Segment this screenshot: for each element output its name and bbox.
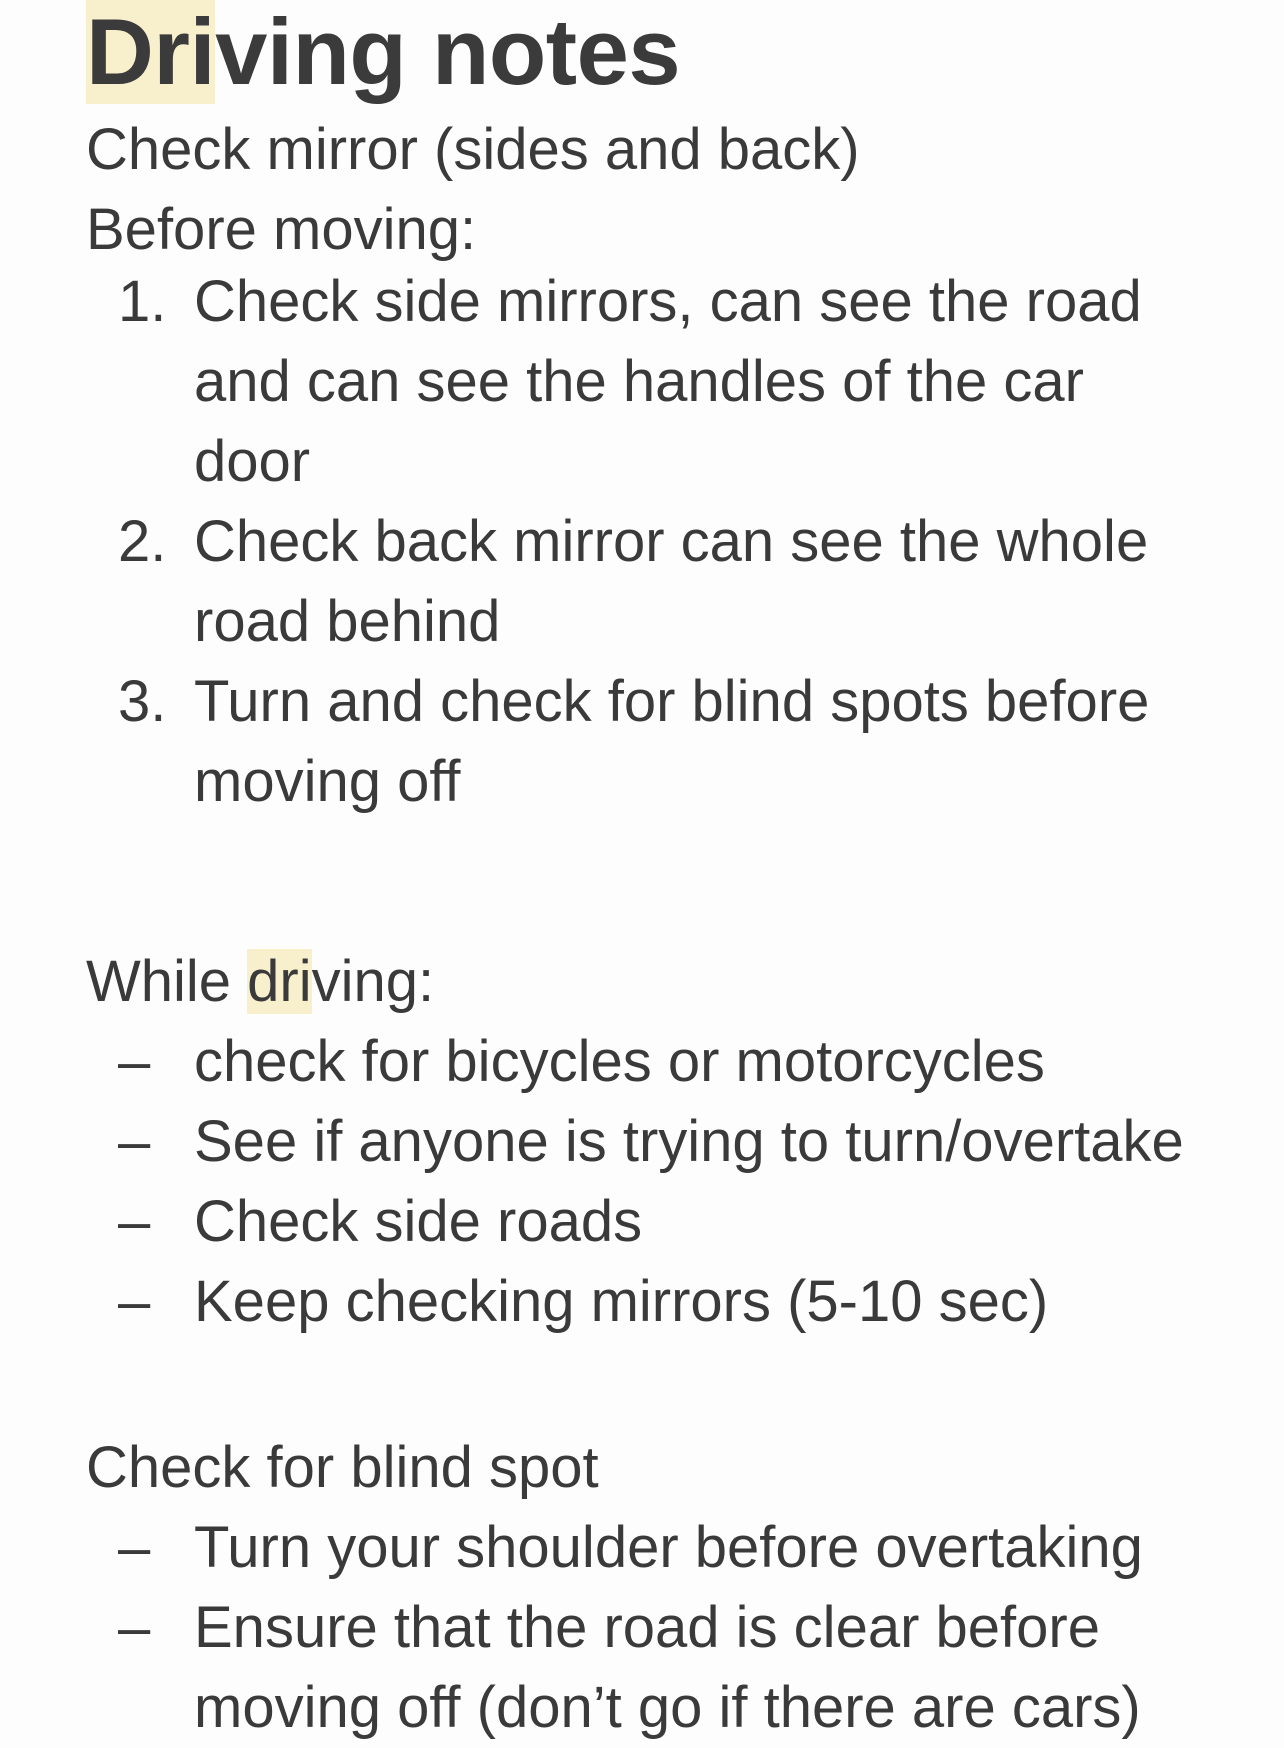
list-item-text: Turn and check for blind spots before moving off [194,669,1150,814]
list-item-text: Keep checking mirrors (5-10 sec) [194,1269,1049,1334]
list-item [118,1102,1258,1182]
list-number: 3. [118,669,167,734]
list-item [118,1182,1258,1262]
list-number: 1. [118,269,167,334]
list-item [118,262,1258,502]
title-rest: ving notes [215,0,681,104]
list-item-text: check for bicycles or motorcycles [194,1029,1045,1094]
while-driving-heading: While driving: [86,949,435,1014]
list-item [118,502,1258,662]
dash-bullet: – [118,1109,151,1174]
blind-spot-list [118,1508,1258,1748]
list-item-text: Check side roads [194,1189,643,1254]
list-item [118,1508,1258,1588]
list-item [118,1022,1258,1102]
dash-bullet: – [118,1269,151,1334]
list-item [118,1262,1258,1342]
list-item-text: Check back mirror can see the whole road behind [194,509,1149,654]
list-item-text: See if anyone is trying to turn/overtake [194,1109,1184,1174]
list-item-text: Check side mirrors, can see the road and can see the handles of the car door [194,269,1142,494]
list-item-text: Turn your shoulder before overtaking [194,1515,1143,1580]
dash-bullet: – [118,1029,151,1094]
list-item [118,1588,1258,1748]
list-number: 2. [118,509,167,574]
search-highlight: dri [247,949,312,1014]
list-item-text: Ensure that the road is clear before moving off (don’t go if there are cars) [194,1595,1141,1740]
blind-spot-heading: Check for blind spot [86,1435,599,1500]
while-driving-list [118,1022,1258,1342]
dash-bullet: – [118,1595,151,1660]
note-title [86,0,680,104]
dash-bullet: – [118,1189,151,1254]
dash-bullet: – [118,1515,151,1580]
before-moving-list [118,262,1258,822]
search-highlight: Dri [86,0,216,104]
intro-line: Check mirror (sides and back) [86,117,860,182]
before-moving-heading: Before moving: [86,197,477,262]
list-item [118,662,1258,822]
